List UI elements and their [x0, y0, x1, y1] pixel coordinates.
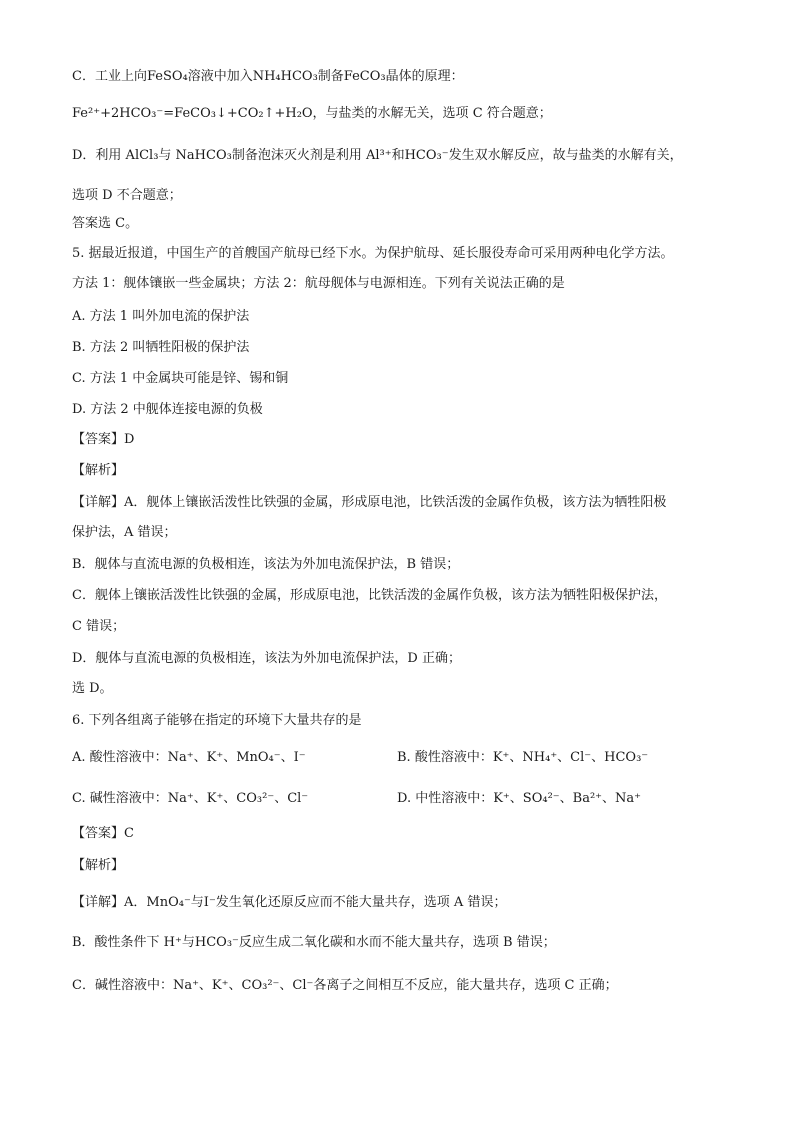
answer-line: 答案选 C。	[72, 216, 139, 231]
question-5-stem: 方法 1：舰体镶嵌一些金属块；方法 2：航母舰体与电源相连。下列有关说法正确的是	[72, 276, 565, 291]
detail-line: B．舰体与直流电源的负极相连，该法为外加电流保护法，B 错误；	[72, 557, 460, 572]
detail-line: C．舰体上镶嵌活泼性比铁强的金属，形成原电池，比铁活泼的金属作负极，该方法为牺牲阳极保护法，	[72, 588, 667, 603]
answer-label: 【答案】C	[72, 826, 134, 841]
detail-line: C 错误；	[72, 619, 126, 634]
detail-line: 【详解】A．MnO₄⁻与I⁻发生氧化还原反应而不能大量共存，选项 A 错误；	[72, 895, 507, 910]
detail-line: 【详解】A．舰体上镶嵌活泼性比铁强的金属，形成原电池，比铁活泼的金属作负极，该方法为牺牲阳极	[72, 495, 667, 510]
detail-line: B．酸性条件下 H⁺与HCO₃⁻反应生成二氧化碳和水而不能大量共存，选项 B 错误；	[72, 935, 556, 950]
analysis-label: 【解析】	[72, 463, 125, 478]
option-b: B. 酸性溶液中：K⁺、NH₄⁺、Cl⁻、HCO₃⁻	[397, 750, 649, 765]
equation-line: Fe²⁺+2HCO₃⁻=FeCO₃↓+CO₂↑+H₂O，与盐类的水解无关，选项 C 符合题意；	[72, 106, 552, 121]
detail-line: D．舰体与直流电源的负极相连，该法为外加电流保护法，D 正确；	[72, 651, 461, 666]
detail-line: 保护法，A 错误；	[72, 525, 177, 540]
option-b: B. 方法 2 叫牺牲阳极的保护法	[72, 340, 250, 355]
option-c: C. 碱性溶液中：Na⁺、K⁺、CO₃²⁻、Cl⁻	[72, 791, 309, 806]
option-a: A. 方法 1 叫外加电流的保护法	[72, 309, 250, 324]
text-line: D．利用 AlCl₃与 NaHCO₃制备泡沫灭火剂是利用 Al³⁺和HCO₃⁻发生双水解反应，故与盐类的水解有关，	[72, 148, 683, 163]
analysis-label: 【解析】	[72, 858, 125, 873]
option-c: C. 方法 1 中金属块可能是锌、锡和铜	[72, 371, 289, 386]
text-line: C．工业上向FeSO₄溶液中加入NH₄HCO₃制备FeCO₃晶体的原理：	[72, 69, 464, 84]
answer-label: 【答案】D	[72, 432, 135, 447]
option-d: D. 中性溶液中：K⁺、SO₄²⁻、Ba²⁺、Na⁺	[397, 791, 642, 806]
detail-line: 选 D。	[72, 681, 113, 696]
detail-line: C．碱性溶液中：Na⁺、K⁺、CO₃²⁻、Cl⁻各离子之间相互不反应，能大量共存，选项 C 正确；	[72, 978, 618, 993]
text-line: 选项 D 不合题意；	[72, 188, 182, 203]
question-5-stem: 5. 据最近报道，中国生产的首艘国产航母已经下水。为保护航母、延长服役寿命可采用两种电化学方法。	[72, 246, 674, 261]
question-6-stem: 6. 下列各组离子能够在指定的环境下大量共存的是	[72, 713, 362, 728]
option-a: A. 酸性溶液中：Na⁺、K⁺、MnO₄⁻、I⁻	[72, 750, 306, 765]
option-d: D. 方法 2 中舰体连接电源的负极	[72, 402, 263, 417]
